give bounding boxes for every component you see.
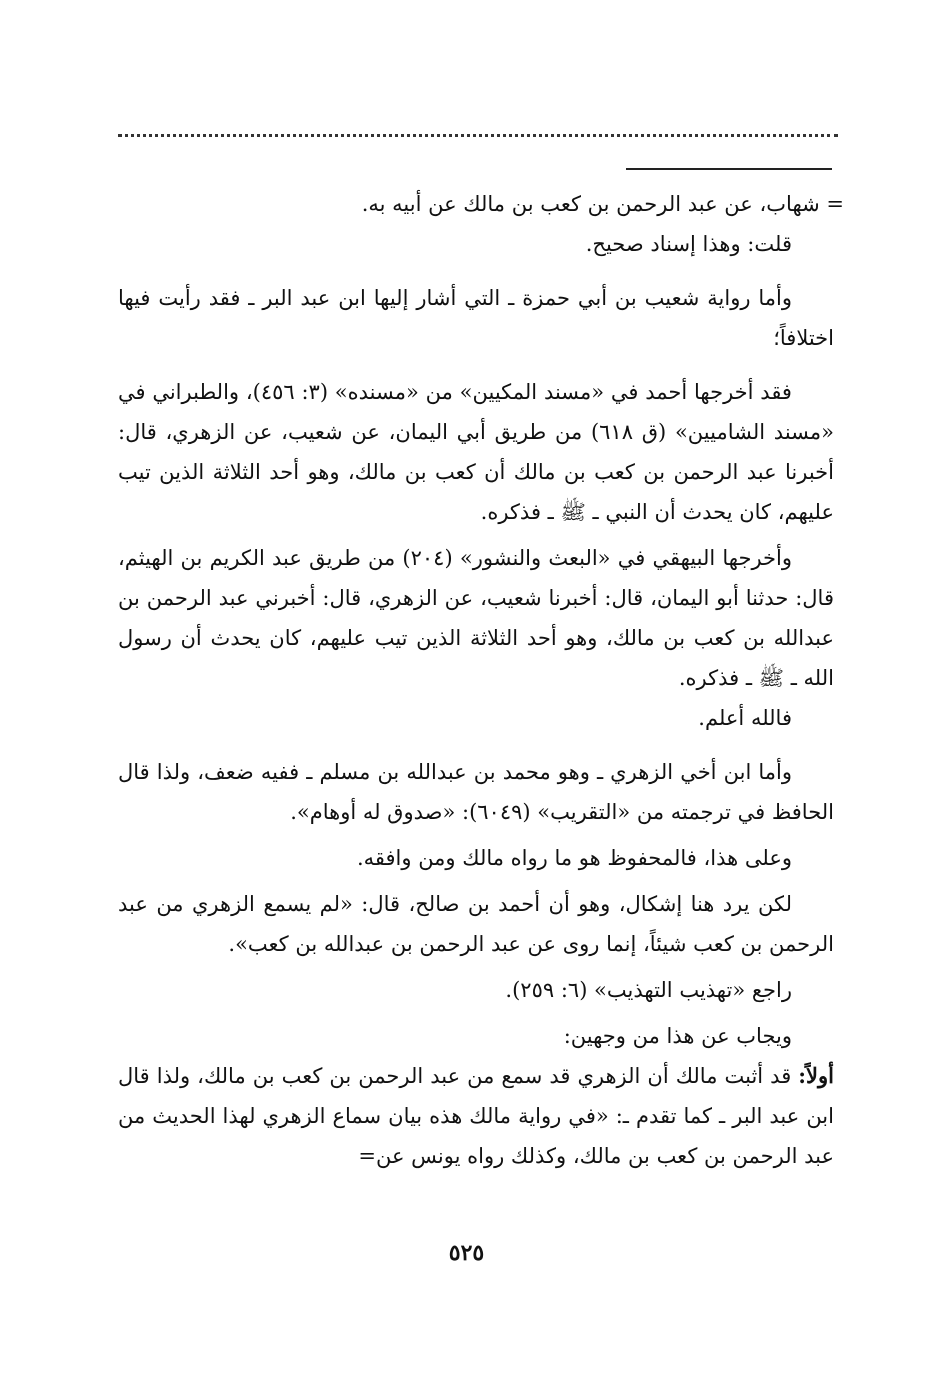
first-answer-lead: أولاً: — [798, 1063, 834, 1088]
first-answer-text: قد أثبت مالك أن الزهري قد سمع من عبد الرحمن بن كعب بن مالك، ولذا قال ابن عبد البر ـ كما تقدم ـ: «في رواية مالك هذه بيان سماع الزهري لهذا الحديث من عبد الرحمن بن كعب بن مالك، وكذلك رواه يونس عن= — [118, 1064, 834, 1168]
paragraph-ibn-akhi-zuhri: وأما ابن أخي الزهري ـ وهو محمد بن عبدالله بن مسلم ـ ففيه ضعف، ولذا قال الحافظ في ترجمته من «التقريب» (٦٠٤٩): «صدوق له أوهام». — [118, 760, 834, 824]
paragraph-continuation: = شهاب، عن عبد الرحمن بن كعب بن مالك عن أبيه به. — [361, 192, 844, 216]
paragraph-preserved: وعلى هذا، فالمحفوظ هو ما رواه مالك ومن وافقه. — [356, 846, 792, 870]
paragraph-verdict: قلت: وهذا إسناد صحيح. — [585, 232, 792, 256]
paragraph-bayhaqi: وأخرجها البيهقي في «البعث والنشور» (٢٠٤) من طريق عبد الكريم بن الهيثم، قال: حدثنا أبو اليمان، قال: أخبرنا شعيب، عن الزهري، قال: أخبرني عبد الرحمن بن عبدالله بن كعب بن مالك، وهو أحد الثلاثة الذين تيب عليهم، كان يحدث أن رسول الله ـ ﷺ ـ فذكره. — [118, 546, 834, 690]
paragraph-reference: راجع «تهذيب التهذيب» (٦: ٢٥٩). — [505, 978, 792, 1002]
paragraph-objection: لكن يرد هنا إشكال، وهو أن أحمد بن صالح، قال: «لم يسمع الزهري من عبد الرحمن بن كعب شيئاً، إنما روى عن عبد الرحمن بن عبدالله بن كعب». — [118, 892, 834, 956]
dotted-separator — [118, 134, 838, 137]
paragraph-ahmad-tabarani: فقد أخرجها أحمد في «مسند المكيين» من «مسنده» (٣: ٤٥٦)، والطبراني في «مسند الشاميين» (ق ٦١٨) من طريق أبي اليمان، عن شعيب، عن الزهري، قال: أخبرنا عبد الرحمن بن كعب بن مالك أن كعب بن مالك، وهو أحد الثلاثة الذين تيب عليهم، كان يحدث أن النبي ـ ﷺ ـ فذكره. — [118, 380, 834, 524]
paragraph-allah-knows: فالله أعلم. — [698, 706, 792, 730]
paragraph-shuayb-narration: وأما رواية شعيب بن أبي حمزة ـ التي أشار إليها ابن عبد البر ـ فقد رأيت فيها اختلافاً؛ — [118, 286, 834, 350]
paragraph-first-answer — [118, 1056, 834, 1176]
footnote-separator-rule — [626, 168, 832, 170]
page-number: ٥٢٥ — [448, 1240, 485, 1266]
footnote-text — [118, 184, 844, 1176]
paragraph-two-answers: ويجاب عن هذا من وجهين: — [563, 1024, 792, 1048]
